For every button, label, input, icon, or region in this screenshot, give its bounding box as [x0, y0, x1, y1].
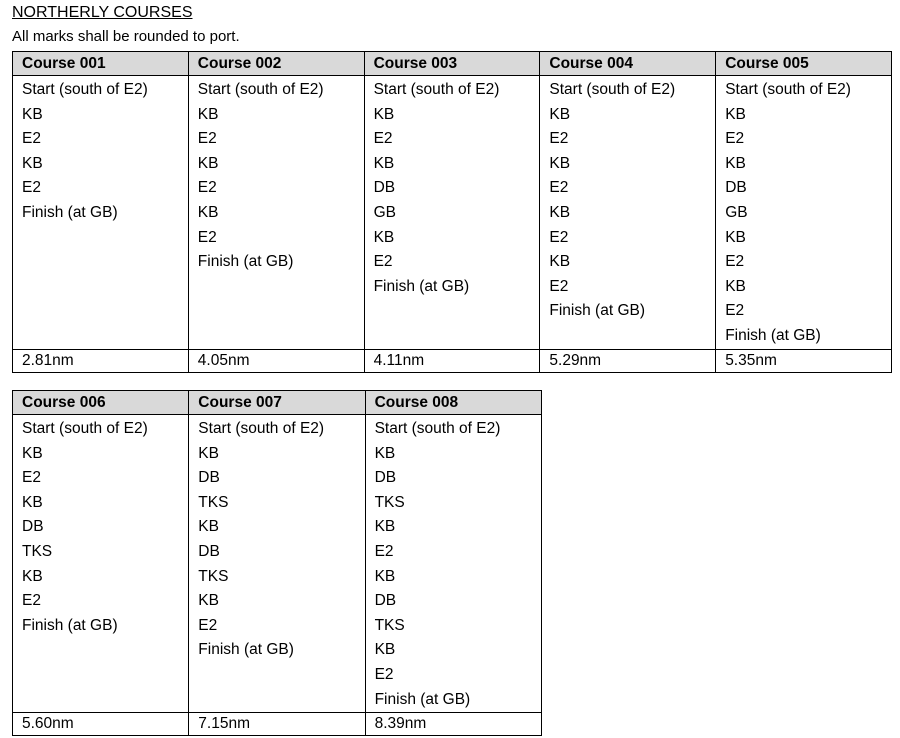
course-mark: KB	[549, 203, 571, 221]
marks-row	[13, 415, 542, 713]
table-header-row	[13, 391, 542, 415]
course-mark: E2	[197, 130, 217, 148]
course-mark: E2	[549, 228, 569, 246]
course-distance: 5.35nm	[716, 349, 892, 372]
course-mark: Finish (at GB)	[725, 326, 821, 344]
course-mark: E2	[22, 130, 41, 148]
page-title: NORTHERLY COURSES	[12, 4, 193, 21]
course-mark: TKS	[374, 616, 405, 634]
course-mark: E2	[22, 592, 41, 610]
course-mark: TKS	[198, 493, 229, 511]
course-distance: 4.05nm	[188, 349, 364, 372]
course-mark: KB	[197, 105, 219, 123]
course-marks-cell	[189, 415, 365, 713]
course-mark: Finish (at GB)	[374, 690, 471, 708]
course-mark: Finish (at GB)	[373, 277, 470, 295]
course-mark: KB	[725, 277, 746, 295]
course-header: Course 002	[188, 52, 364, 76]
course-mark: Finish (at GB)	[22, 616, 118, 634]
course-mark: KB	[374, 641, 396, 659]
table-header-row	[13, 52, 892, 76]
course-mark: KB	[725, 154, 746, 172]
marks-row	[13, 76, 892, 350]
course-mark: Finish (at GB)	[22, 203, 118, 221]
course-mark: DB	[198, 542, 220, 560]
course-mark: KB	[198, 518, 219, 536]
course-mark: Start (south of E2)	[22, 420, 148, 437]
course-mark: DB	[22, 518, 44, 536]
course-mark: Start (south of E2)	[198, 420, 325, 437]
course-mark: E2	[549, 277, 569, 295]
distance-row	[13, 713, 542, 736]
course-mark: DB	[198, 469, 220, 487]
course-mark: KB	[725, 105, 746, 123]
course-header: Course 001	[13, 52, 189, 76]
course-mark: Start (south of E2)	[373, 81, 500, 98]
course-mark: KB	[22, 567, 43, 585]
course-header: Course 005	[716, 52, 892, 76]
course-header: Course 004	[540, 52, 716, 76]
course-mark: Finish (at GB)	[549, 302, 645, 320]
course-mark: Start (south of E2)	[374, 420, 501, 437]
course-mark: KB	[725, 228, 746, 246]
distance-row	[13, 349, 892, 372]
course-mark: TKS	[374, 493, 405, 511]
course-header: Course 007	[189, 391, 365, 415]
course-mark: KB	[373, 154, 395, 172]
course-distance: 5.60nm	[13, 713, 189, 736]
course-mark: E2	[197, 179, 217, 197]
course-mark: KB	[374, 518, 396, 536]
course-mark: Start (south of E2)	[725, 81, 851, 98]
course-mark: E2	[22, 179, 41, 197]
courses-table-1	[12, 51, 892, 373]
course-mark: KB	[22, 154, 43, 172]
course-mark: KB	[549, 253, 571, 271]
course-mark: KB	[373, 105, 395, 123]
course-mark: KB	[22, 444, 43, 462]
course-mark: DB	[373, 179, 396, 197]
course-header: Course 003	[364, 52, 540, 76]
course-mark: E2	[197, 228, 217, 246]
course-mark: E2	[725, 302, 745, 320]
course-mark: KB	[198, 592, 219, 610]
course-mark: KB	[374, 567, 396, 585]
course-mark: TKS	[22, 542, 53, 560]
course-mark: E2	[198, 616, 218, 634]
course-marks-cell	[13, 415, 189, 713]
course-mark: E2	[549, 130, 569, 148]
course-mark: E2	[374, 542, 394, 560]
course-mark: Start (south of E2)	[549, 81, 676, 98]
course-mark: E2	[549, 179, 569, 197]
course-mark: DB	[374, 469, 397, 487]
course-marks-cell	[188, 76, 364, 350]
course-mark: Finish (at GB)	[197, 253, 294, 271]
course-marks-cell	[365, 415, 541, 713]
course-mark: KB	[373, 228, 395, 246]
course-marks-cell	[540, 76, 716, 350]
course-mark: KB	[22, 105, 43, 123]
course-mark: E2	[373, 130, 393, 148]
course-header: Course 008	[365, 391, 541, 415]
course-mark: KB	[549, 105, 571, 123]
course-mark: E2	[22, 469, 41, 487]
course-mark: E2	[725, 253, 745, 271]
course-mark: TKS	[198, 567, 229, 585]
course-mark: Start (south of E2)	[197, 81, 324, 98]
course-marks-cell	[364, 76, 540, 350]
course-mark: KB	[549, 154, 571, 172]
course-mark: GB	[725, 203, 748, 221]
course-mark: KB	[198, 444, 219, 462]
course-distance: 2.81nm	[13, 349, 189, 372]
course-marks-cell	[716, 76, 892, 350]
course-distance: 4.11nm	[364, 349, 540, 372]
course-distance: 7.15nm	[189, 713, 365, 736]
course-mark: E2	[725, 130, 745, 148]
course-distance: 5.29nm	[540, 349, 716, 372]
course-mark: GB	[373, 203, 396, 221]
page-subtitle: All marks shall be rounded to port.	[12, 28, 240, 45]
course-distance: 8.39nm	[365, 713, 541, 736]
course-mark: DB	[725, 179, 747, 197]
course-mark: KB	[197, 154, 219, 172]
course-mark: Start (south of E2)	[22, 81, 148, 98]
course-marks-cell	[13, 76, 189, 350]
course-mark: E2	[373, 253, 393, 271]
course-mark: DB	[374, 592, 397, 610]
course-mark: KB	[22, 493, 43, 511]
course-mark: E2	[374, 665, 394, 683]
course-mark: KB	[374, 444, 396, 462]
course-header: Course 006	[13, 391, 189, 415]
course-mark: Finish (at GB)	[198, 641, 294, 659]
courses-table-2	[12, 390, 542, 736]
course-mark: KB	[197, 203, 219, 221]
